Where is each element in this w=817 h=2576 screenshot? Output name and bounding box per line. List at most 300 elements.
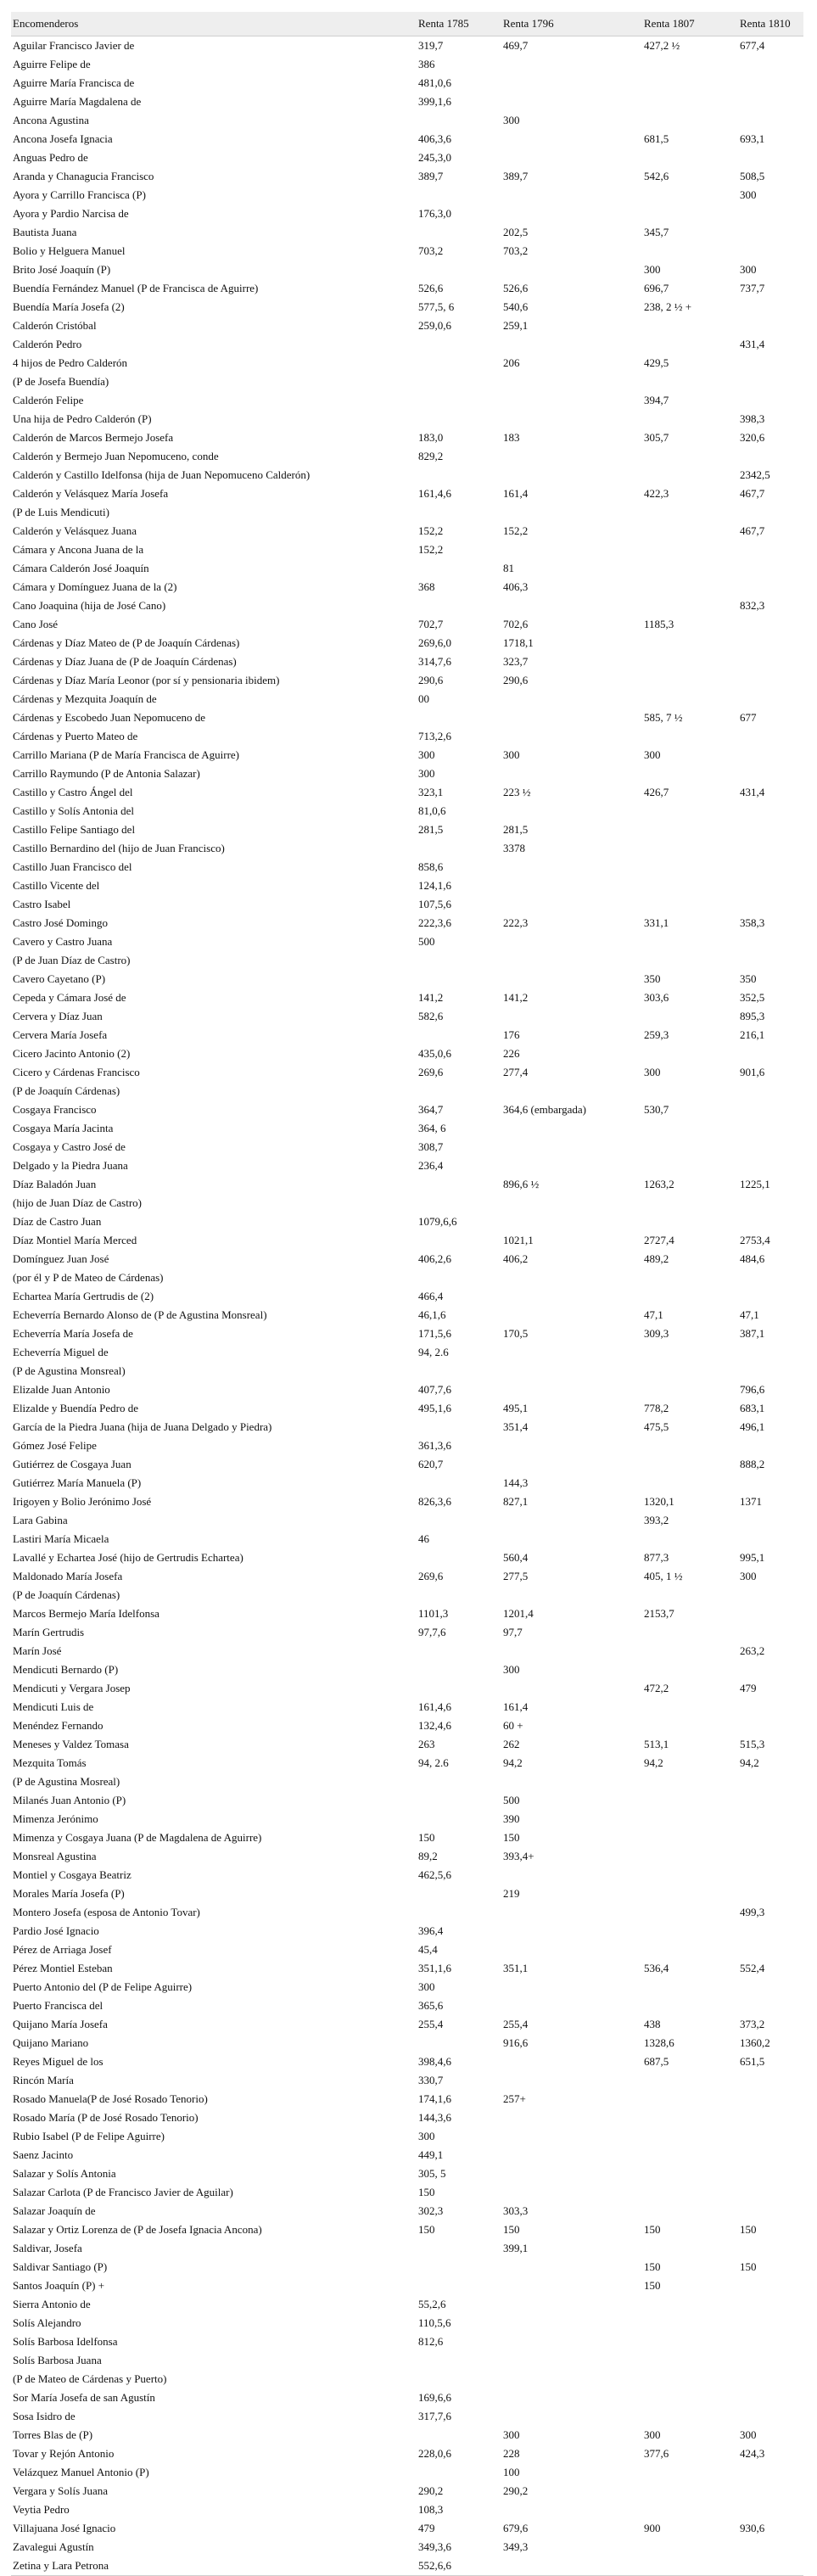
cell-renta-1796 [501,130,642,148]
encomendero-name: Bautista Juana [13,225,77,238]
cell-renta-1807 [642,2202,738,2220]
cell-encomendero [11,447,417,466]
cell-renta-1807: 305,7 [644,430,669,444]
cell-renta-1810 [738,2276,803,2295]
encomendero-name: Ayora y Pardio Narcisa de [13,206,129,220]
table-row [11,1716,803,1735]
cell-renta-1796: 202,5 [503,225,529,238]
cell-renta-1796: 1021,1 [503,1233,534,1246]
cell-encomendero [11,1884,417,1903]
cell-renta-1810: 832,3 [740,598,765,612]
cell-renta-1785: 300 [418,766,435,780]
cell-encomendero [11,1903,417,1922]
encomendero-name: Gutiérrez María Manuela (P) [13,1476,142,1489]
encomendero-note: (hijo de Juan Díaz de Castro) [13,1196,142,1209]
encomendero-name: Calderón y Velásquez Juana [13,524,137,537]
encomendero-name: Vergara y Solís Juana [13,2484,109,2497]
encomendero-name: Reyes Miguel de los [13,2054,104,2068]
cell-encomendero [11,615,417,634]
cell-encomendero [11,746,417,764]
cell-encomendero [11,1511,417,1530]
cell-renta-1796 [501,2071,642,2090]
cell-renta-1796: 540,6 [503,300,529,313]
encomendero-name: Cárdenas y Escobedo Juan Nepomuceno de [13,710,206,724]
cell-renta-1810: 300 [740,188,757,201]
cell-renta-1796 [501,2146,642,2164]
table-row [11,1698,803,1716]
cell-encomendero [11,727,417,746]
cell-renta-1796: 281,5 [503,822,529,836]
cell-renta-1785 [417,1548,501,1567]
table-row [11,55,803,74]
table-row [11,2127,803,2146]
cell-encomendero [11,1007,417,1026]
cell-renta-1785: 263 [418,1737,435,1750]
cell-renta-1796: 300 [503,748,520,761]
cell-renta-1785: 132,4,6 [418,1718,451,1732]
cell-renta-1807 [642,186,738,204]
encomendero-note: (P de Agustina Monsreal) [13,1364,126,1377]
cell-renta-1807 [642,466,738,484]
encomendero-name: Milanés Juan Antonio (P) [13,1793,126,1806]
cell-renta-1796 [501,970,642,988]
cell-renta-1810: 431,4 [740,785,765,798]
cell-encomendero [11,1343,417,1380]
cell-renta-1785: 290,6 [418,673,444,686]
encomendero-name: Sierra Antonio de [13,2297,91,2310]
cell-encomendero [11,1063,417,1100]
cell-renta-1796: 300 [503,113,520,126]
table-row [11,1156,803,1175]
cell-renta-1810 [738,895,803,914]
cell-renta-1796 [501,1119,642,1138]
cell-renta-1785: 46,1,6 [418,1308,446,1321]
cell-encomendero [11,1716,417,1735]
cell-encomendero [11,1287,417,1306]
cell-renta-1807 [642,652,738,671]
cell-encomendero [11,2407,417,2426]
cell-renta-1785: 300 [418,2129,435,2142]
cell-renta-1807: 438 [644,2017,661,2030]
cell-renta-1796: 170,5 [503,1326,529,1340]
table-row [11,2538,803,2556]
cell-encomendero [11,1642,417,1660]
table-row [11,2295,803,2314]
encomendero-name: Gómez José Felipe [13,1438,97,1452]
encomendero-name: Buendía Fernández Manuel (P de Francisca de Aguirre) [13,281,259,294]
cell-renta-1796 [501,2332,642,2351]
encomendero-name: Saenz Jacinto [13,2148,74,2161]
table-row [11,391,803,410]
cell-renta-1807 [642,596,738,615]
cell-renta-1785: 481,0,6 [418,76,451,89]
cell-renta-1810 [738,2127,803,2146]
table-row [11,895,803,914]
cell-encomendero [11,391,417,410]
cell-renta-1810: 1225,1 [740,1177,770,1190]
cell-renta-1796: 1718,1 [503,636,534,649]
cell-renta-1796 [501,2388,642,2407]
cell-renta-1810 [738,2202,803,2220]
cell-renta-1807 [642,802,738,820]
cell-encomendero [11,186,417,204]
cell-renta-1785: 97,7,6 [418,1625,446,1638]
cell-renta-1807 [642,1455,738,1474]
cell-renta-1796: 393,4+ [503,1849,534,1862]
table-row [11,634,803,652]
cell-renta-1785 [417,1903,501,1922]
cell-encomendero [11,223,417,242]
cell-encomendero [11,410,417,428]
cell-renta-1785: 389,7 [418,169,444,182]
cell-renta-1796: 495,1 [503,1401,529,1414]
cell-renta-1796: 896,6 ½ [503,1177,540,1190]
cell-encomendero [11,820,417,839]
encomendero-name: Cepeda y Cámara José de [13,990,126,1004]
cell-encomendero [11,1026,417,1044]
cell-renta-1807 [642,634,738,652]
cell-renta-1810: 2753,4 [740,1233,770,1246]
encomendero-name: Irigoyen y Bolio Jerónimo José [13,1494,152,1508]
table-row [11,2164,803,2183]
encomendero-name: Calderón Felipe [13,393,84,406]
cell-renta-1796 [501,1138,642,1156]
cell-renta-1807: 350 [644,972,661,985]
cell-renta-1810 [738,2538,803,2556]
cell-renta-1796 [501,335,642,354]
cell-renta-1807 [642,2556,738,2576]
header-encomenderos: Encomenderos [11,12,417,36]
cell-renta-1796 [501,727,642,746]
cell-renta-1807 [642,1978,738,1996]
cell-encomendero [11,671,417,690]
cell-renta-1785: 176,3,0 [418,206,451,220]
cell-renta-1810: 387,1 [740,1326,765,1340]
cell-renta-1785 [417,2463,501,2482]
cell-renta-1796: 176 [503,1028,520,1041]
table-row [11,2090,803,2108]
header-renta-1785: Renta 1785 [417,12,501,36]
cell-renta-1810 [738,1604,803,1623]
cell-renta-1796: 300 [503,1662,520,1676]
table-row [11,2556,803,2576]
cell-renta-1810: 358,3 [740,916,765,929]
table-row [11,1418,803,1436]
cell-renta-1810: 263,2 [740,1644,765,1657]
table-row [11,839,803,858]
encomendero-name: Velázquez Manuel Antonio (P) [13,2465,149,2478]
cell-renta-1785: 826,3,6 [418,1494,451,1508]
encomendero-name: Castro Isabel [13,897,71,910]
cell-renta-1807 [642,1212,738,1231]
cell-renta-1796 [501,858,642,876]
table-row [11,130,803,148]
cell-renta-1796: 406,2 [503,1252,529,1265]
encomendero-name: Aguirre María Magdalena de [13,94,142,108]
encomendero-name: Díaz de Castro Juan [13,1214,102,1228]
encomendero-name: Mezquita Tomás [13,1756,87,1769]
encomendero-name: Cicero y Cárdenas Francisco [13,1065,140,1078]
cell-renta-1810 [738,2482,803,2500]
cell-renta-1807 [642,895,738,914]
cell-encomendero [11,1138,417,1156]
cell-renta-1785: 829,2 [418,449,444,462]
cell-renta-1807: 542,6 [644,169,669,182]
cell-renta-1796: 150 [503,2222,520,2236]
cell-renta-1807: 681,5 [644,132,669,145]
cell-encomendero [11,1474,417,1492]
table-row [11,802,803,820]
cell-renta-1810 [738,92,803,111]
cell-renta-1785: 171,5,6 [418,1326,451,1340]
cell-encomendero [11,652,417,671]
cell-encomendero [11,1940,417,1959]
cell-renta-1810 [738,932,803,970]
table-row [11,932,803,970]
encomendero-name: Castillo y Castro Ángel del [13,785,133,798]
cell-renta-1810: 431,4 [740,337,765,350]
cell-encomendero [11,2314,417,2332]
encomenderos-table [11,12,803,2576]
cell-renta-1785: 577,5, 6 [418,300,455,313]
encomendero-note: (P de Luis Mendicuti) [13,505,109,518]
cell-renta-1810: 467,7 [740,486,765,500]
cell-renta-1796 [501,2258,642,2276]
cell-renta-1796: 300 [503,2428,520,2441]
cell-renta-1810: 398,3 [740,412,765,425]
cell-renta-1810 [738,2332,803,2351]
cell-renta-1810 [738,1100,803,1119]
encomendero-name: Calderón Cristóbal [13,318,97,332]
cell-encomendero [11,876,417,895]
cell-renta-1785 [417,354,501,391]
table-row [11,242,803,260]
table-row [11,858,803,876]
encomendero-name: Castillo Felipe Santiago del [13,822,136,836]
cell-renta-1785: 94, 2.6 [418,1345,449,1358]
encomendero-name: Rosado Manuela(P de José Rosado Tenorio) [13,2092,208,2105]
cell-encomendero [11,932,417,970]
cell-renta-1785: 500 [418,934,435,948]
cell-renta-1807 [642,335,738,354]
table-row [11,652,803,671]
cell-renta-1810: 47,1 [740,1308,759,1321]
cell-renta-1807 [642,2108,738,2127]
cell-encomendero [11,167,417,186]
cell-renta-1807: 429,5 [644,356,669,369]
cell-renta-1785 [417,223,501,242]
cell-renta-1810: 1371 [740,1494,762,1508]
cell-encomendero [11,1100,417,1119]
cell-renta-1807: 150 [644,2222,661,2236]
cell-encomendero [11,2295,417,2314]
cell-renta-1807 [642,148,738,167]
cell-encomendero [11,2183,417,2202]
encomendero-name: Calderón y Velásquez María Josefa [13,486,169,500]
encomendero-name: Montiel y Cosgaya Beatriz [13,1868,132,1881]
table-row [11,671,803,690]
encomendero-name: Veytia Pedro [13,2502,70,2516]
encomendero-name: Calderón y Bermejo Juan Nepomuceno, conde [13,449,219,462]
cell-encomendero [11,242,417,260]
cell-renta-1807 [642,2071,738,2090]
table-row [11,1903,803,1922]
table-row [11,1511,803,1530]
cell-renta-1796: 60 + [503,1718,523,1732]
cell-renta-1796 [501,410,642,428]
encomendero-note: (P de Juan Díaz de Castro) [13,953,131,966]
cell-renta-1785 [417,1884,501,1903]
cell-encomendero [11,2332,417,2351]
encomendero-name: Cano Joaquina (hija de José Cano) [13,598,166,612]
encomendero-name: Elizalde Juan Antonio [13,1382,110,1396]
table-row [11,167,803,186]
cell-renta-1810: 677 [740,710,757,724]
cell-encomendero [11,1959,417,1978]
cell-renta-1810 [738,1156,803,1175]
cell-encomendero [11,1810,417,1828]
cell-encomendero [11,540,417,559]
cell-renta-1785 [417,466,501,484]
table-header [11,12,803,36]
cell-renta-1807 [642,2295,738,2314]
cell-encomendero [11,2519,417,2538]
cell-renta-1807 [642,1903,738,1922]
cell-encomendero [11,1548,417,1567]
table-row [11,2388,803,2407]
cell-renta-1810: 467,7 [740,524,765,537]
cell-renta-1785: 269,6 [418,1569,444,1582]
cell-renta-1785 [417,596,501,615]
cell-renta-1810 [738,1866,803,1884]
cell-encomendero [11,2538,417,2556]
cell-encomendero [11,1231,417,1250]
cell-encomendero [11,1660,417,1679]
cell-renta-1796 [501,596,642,615]
cell-renta-1810 [738,2556,803,2576]
cell-encomendero [11,55,417,74]
cell-renta-1785: 222,3,6 [418,916,451,929]
cell-renta-1785: 150 [418,2222,435,2236]
cell-renta-1796 [501,1343,642,1380]
cell-renta-1810 [738,2164,803,2183]
encomendero-name: Carrillo Mariana (P de María Francisca de Aguirre) [13,748,240,761]
cell-renta-1785 [417,1026,501,1044]
table-row [11,2276,803,2295]
encomendero-name: Ancona Josefa Ignacia [13,132,113,145]
cell-encomendero [11,783,417,802]
cell-renta-1810 [738,1847,803,1866]
encomendero-name: Sosa Isidro de [13,2409,76,2422]
cell-renta-1796: 206 [503,356,520,369]
cell-renta-1785: 407,7,6 [418,1382,451,1396]
cell-renta-1785: 364,7 [418,1102,444,1116]
encomendero-name: Calderón Pedro [13,337,82,350]
cell-renta-1796 [501,1530,642,1548]
cell-renta-1810: 895,3 [740,1009,765,1022]
cell-renta-1796 [501,74,642,92]
table-row [11,2407,803,2426]
cell-renta-1785: 1101,3 [418,1606,449,1620]
table-row [11,279,803,298]
cell-renta-1807: 489,2 [644,1252,669,1265]
table-row [11,1530,803,1548]
encomendero-name: Zavalegui Agustín [13,2540,94,2553]
cell-renta-1807 [642,578,738,596]
cell-renta-1796 [501,1511,642,1530]
encomendero-name: Bolio y Helguera Manuel [13,244,126,257]
cell-renta-1796 [501,1287,642,1306]
cell-renta-1810 [738,55,803,74]
cell-renta-1785: 495,1,6 [418,1401,451,1414]
encomendero-name: Sor María Josefa de san Agustín [13,2390,155,2404]
encomendero-name: Salazar Joaquín de [13,2204,96,2217]
encomendero-name: Cervera María Josefa [13,1028,108,1041]
cell-renta-1785: 144,3,6 [418,2110,451,2124]
cell-renta-1807: 426,7 [644,785,669,798]
table-row [11,1735,803,1754]
cell-renta-1785: 255,4 [418,2017,444,2030]
cell-renta-1796: 81 [503,561,514,574]
encomendero-name: Aguilar Francisco Javier de [13,38,135,52]
cell-renta-1796: 141,2 [503,990,529,1004]
cell-renta-1796 [501,2314,642,2332]
cell-encomendero [11,428,417,447]
cell-encomendero [11,578,417,596]
cell-renta-1810 [738,559,803,578]
table-row [11,1306,803,1324]
encomendero-name: Meneses y Valdez Tomasa [13,1737,129,1750]
cell-renta-1796: 323,7 [503,654,529,668]
cell-renta-1796 [501,204,642,223]
cell-renta-1785: 110,5,6 [418,2316,451,2329]
cell-renta-1785: 462,5,6 [418,1868,451,1881]
encomendero-name: Anguas Pedro de [13,150,88,164]
cell-renta-1785: 620,7 [418,1457,444,1470]
cell-renta-1810: 995,1 [740,1550,765,1564]
table-row [11,2426,803,2444]
cell-renta-1810 [738,111,803,130]
encomendero-name: Gutiérrez de Cosgaya Juan [13,1457,132,1470]
cell-renta-1796: 223 ½ [503,785,531,798]
table-row [11,783,803,802]
cell-renta-1810 [738,1119,803,1138]
cell-renta-1796: 161,4 [503,1700,529,1713]
table-row [11,1007,803,1026]
table-row [11,1100,803,1119]
cell-renta-1796: 351,1 [503,1961,529,1974]
cell-renta-1810: 677,4 [740,38,765,52]
cell-renta-1796 [501,1306,642,1324]
cell-renta-1785: 300 [418,748,435,761]
cell-encomendero [11,36,417,55]
cell-renta-1810 [738,1884,803,1903]
cell-encomendero [11,914,417,932]
encomendero-name: Marcos Bermejo María Idelfonsa [13,1606,159,1620]
table-row [11,484,803,522]
cell-renta-1796 [501,2164,642,2183]
table-row [11,1044,803,1063]
cell-renta-1785: 169,6,6 [418,2390,451,2404]
header-row [11,12,803,36]
cell-encomendero [11,1735,417,1754]
cell-renta-1810 [738,1623,803,1642]
cell-renta-1810: 901,6 [740,1065,765,1078]
encomendero-name: Saldivar, Josefa [13,2241,82,2254]
cell-renta-1810: 683,1 [740,1401,765,1414]
cell-renta-1807 [642,671,738,690]
table-row [11,1287,803,1306]
